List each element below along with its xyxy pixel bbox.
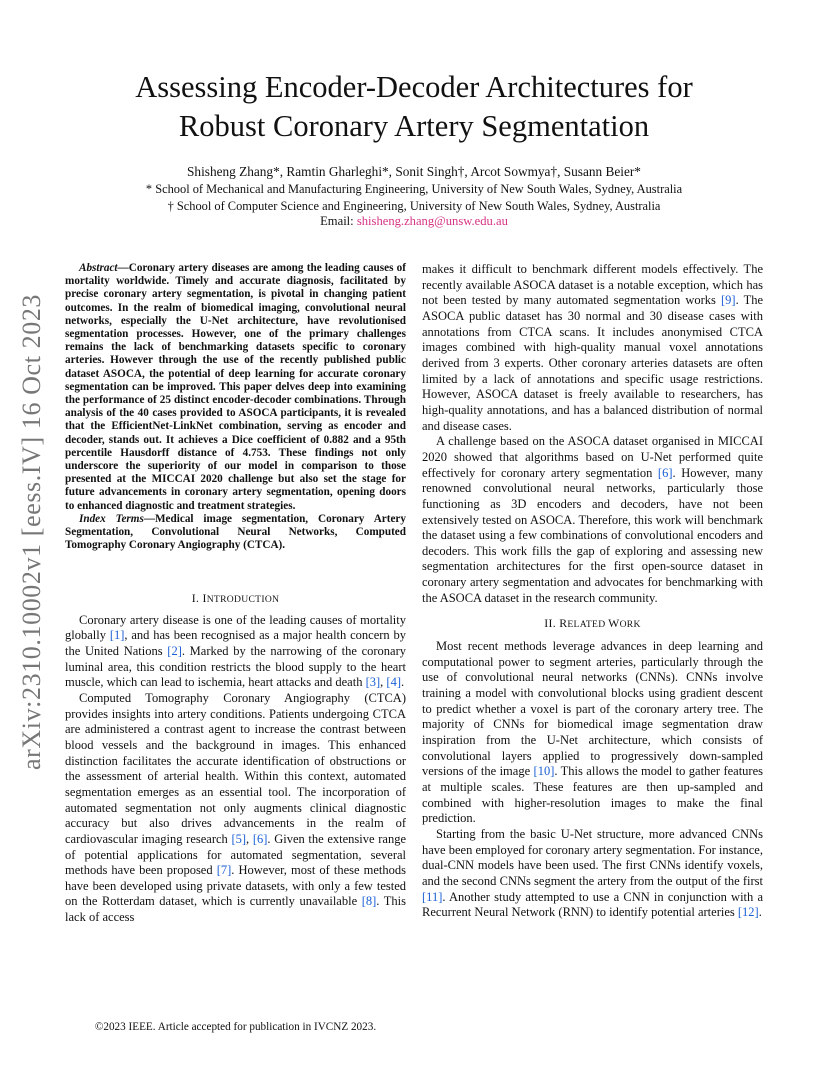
citation-link[interactable]: [3] <box>365 675 381 690</box>
title-line-1: Assessing Encoder-Decoder Architectures for <box>135 70 693 104</box>
citation-link[interactable]: [6] <box>252 831 268 846</box>
intro-paragraph-3: makes it difficult to benchmark different models effectively. The recently available ASOCA dataset is a notable exception, which has not been tested by many automated segmentation works [9]. The ASOCA public dataset has 30 normal and 30 disease cases with annotations from CTCA scans. It includes anonymised CTCA images combined with high-quality manual voxel annotations derived from 3 experts. Other coronary arteries datasets are often limited by a lack of annotations and specific usage restrictions. However, ASOCA dataset is freely available to researchers, has high-quality annotations, and has a balanced distribution of normal and disease cases. <box>422 262 764 433</box>
citation-link[interactable]: [12] <box>737 905 759 920</box>
index-terms-text: —Medical image segmentation, Coronary Artery Segmentation, Convolutional Neural Networks, Computed Tomography Coronary Angiography (CTCA). <box>65 512 406 552</box>
affiliation-1: * School of Mechanical and Manufacturing Engineering, University of New South Wales, Sydney, Australia <box>145 182 683 196</box>
citation-link[interactable]: [1] <box>109 628 125 643</box>
citation-link[interactable]: [8] <box>361 894 377 909</box>
title-line-2: Robust Coronary Artery Segmentation <box>178 109 650 143</box>
abstract-label: Abstract <box>79 262 118 274</box>
arxiv-identifier: arXiv:2310.10002v1 [eess.IV] 16 Oct 2023 <box>17 293 46 770</box>
citation-link[interactable]: [2] <box>167 643 182 658</box>
section-heading-related-work: II. RELATED WORK <box>544 616 641 631</box>
right-column <box>422 262 763 921</box>
arxiv-sidebar <box>6 283 58 780</box>
citation-link[interactable]: [5] <box>231 831 247 846</box>
intro-paragraph-1: Coronary artery disease is one of the leading causes of mortality globally [1], and has been recognised as a major health concern by the United Nations [2]. Marked by the narrowing of the coronary luminal area, this condition restricts the blood supply to the heart muscle, which can lead to ischemia, heart attacks and death [3], [4]. <box>65 612 407 690</box>
abstract-block <box>65 262 406 552</box>
affiliation-2: † School of Computer Science and Engineering, University of New South Wales, Sydney, Australia <box>167 199 661 213</box>
email-label: Email: <box>320 214 357 228</box>
citation-link[interactable]: [10] <box>533 764 555 779</box>
citation-link[interactable]: [9] <box>721 293 736 308</box>
copyright-footer: ©2023 IEEE. Article accepted for publication in IVCNZ 2023. <box>94 1021 377 1033</box>
abstract-paragraph <box>65 262 406 513</box>
related-paragraph-2: Starting from the basic U-Net structure, more advanced CNNs have been employed for coronary artery segmentation. For instance, dual-CNN models have been used. The first CNNs identify voxels, and the second CNNs segment the artery from the output of the first [11]. Another study attempted to use a CNN in conjunction with a Recurrent Neural Network (RNN) to identify potential arteries [12]. <box>422 826 763 920</box>
citation-link[interactable]: [11] <box>422 889 443 904</box>
index-terms <box>65 513 406 553</box>
intro-paragraph-4: A challenge based on the ASOCA dataset organised in MICCAI 2020 showed that algorithms based on U-Net performed quite effectively for coronary artery segmentation [6]. However, many renowned convolutional neural networks, particularly those functioning as 3D encoders and decoders, have not been extensively tested on ASOCA. Therefore, this work will benchmark the dataset using a few combinations of convolutional encoders and decoders. This work fills the gap of exploring and assessing new segmentation architectures for the first open-source dataset in coronary artery segmentation and advocates for benchmarking with the ASOCA dataset in the research community. <box>422 434 763 605</box>
email-line <box>64 214 764 229</box>
author-list: Shisheng Zhang*, Ramtin Gharleghi*, Sonit Singh†, Arcot Sowmya†, Susann Beier* <box>187 164 641 179</box>
left-column <box>65 591 406 926</box>
paper-title <box>64 68 764 146</box>
intro-paragraph-2: Computed Tomography Coronary Angiography (CTCA) provides insights into artery conditions. Patients undergoing CTCA are administered a contrast agent to increase the contrast between blood vessels and the background in images. This enhanced distinction facilitates the accurate identification of obstructions or the assessment of arterial health. Within this context, automated segmentation emerges as an essential tool. The incorporation of automated segmentation not only augments clinical diagnostic accuracy but also drives advancements in the realm of cardiovascular imaging research [5], [6]. Given the extensive range of potential applications for automated segmentation, several methods have been proposed [7]. However, most of these methods have been developed using private datasets, with only a few tested on the Rotterdam dataset, which is currently unavailable [8]. This lack of access <box>65 690 406 925</box>
citation-link[interactable]: [4] <box>386 675 401 690</box>
section-heading-introduction: I. INTRODUCTION <box>191 591 280 605</box>
email-link[interactable]: shisheng.zhang@unsw.edu.au <box>356 214 508 228</box>
related-paragraph-1: Most recent methods leverage advances in deep learning and computational power to segment arteries, particularly through the use of convolutional neural networks (CNNs). CNNs involve training a model with convolutional blocks using gradient descent to predict whether a voxel is part of the coronary artery tree. The majority of CNNs for biomedical image segmentation draw inspiration from the U-Net architecture, which consists of convolutional layers applied to progressively down-sampled versions of the image [10]. This allows the model to gather features at multiple scales. These features are then up-sampled and combined with higher-resolution images to make the final prediction. <box>422 639 763 826</box>
citation-link[interactable]: [7] <box>216 863 232 878</box>
citation-link[interactable]: [6] <box>657 465 673 480</box>
index-terms-label: Index Terms <box>79 512 144 525</box>
abstract-text: —Coronary artery diseases are among the leading causes of mortality worldwide. Timely and accurate diagnosis, facilitated by precise coronary artery segmentation, is pivotal in changing patient outcomes. In the realm of biomedical imaging, convolutional neural networks, especially the U-Net architecture, have revolutionised segmentation processes. However, one of the primary challenges remains the lack of benchmarking datasets specific to coronary arteries. However through the use of the recently published public dataset ASOCA, the potential of deep learning for accurate coronary segmentation can be improved. This paper delves deep into examining the performance of 25 distinct encoder-decoder combinations. Through analysis of the 40 cases provided to ASOCA participants, it is revealed that the EfficientNet-LinkNet combination, serving as encoder and decoder, stands out. It achieves a Dice coefficient of 0.882 and a 95th percentile Hausdorff distance of 4.753. These findings not only underscore the superiority of our model in comparison to those presented at the MICCAI 2020 challenge but also set the stage for future advancements in coronary artery segmentation, opening doors to enhanced diagnostic and treatment strategies. <box>65 262 406 512</box>
